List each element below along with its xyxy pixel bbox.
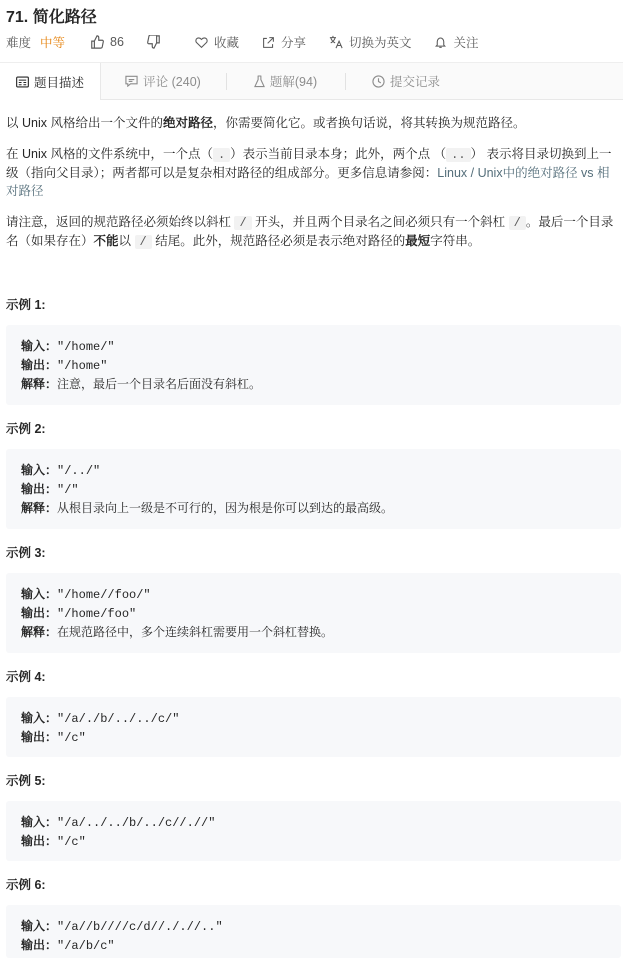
example-block <box>6 697 621 757</box>
share-icon <box>262 36 275 49</box>
inline-code: / <box>509 216 526 230</box>
tab-description[interactable] <box>0 63 101 100</box>
example-block <box>6 801 621 861</box>
favorite-button[interactable] <box>195 33 239 51</box>
example-heading: 示例 4: <box>6 670 46 684</box>
example-output-line: 输出："/home/foo" <box>21 606 137 621</box>
switch-language-label: 切换为英文 <box>348 36 412 50</box>
example-input-line: 输入："/home//foo/" <box>21 587 151 602</box>
problem-tabs <box>0 62 623 100</box>
example-output-line: 输出："/c" <box>21 834 86 849</box>
example-block <box>6 325 621 405</box>
tab-comments-label: 评论 (240) <box>143 75 201 89</box>
inline-code: / <box>135 235 152 249</box>
problem-title: 71. 简化路径 <box>6 9 97 26</box>
example-heading: 示例 6: <box>6 878 46 892</box>
bell-icon <box>434 36 447 49</box>
share-label: 分享 <box>280 36 306 50</box>
description-paragraph-1: 以 Unix 风格给出一个文件的绝对路径，你需要简化它。或者换句话说，将其转换为规范路径。 <box>6 116 526 130</box>
example-heading: 示例 3: <box>6 546 46 560</box>
problem-meta-bar <box>6 33 502 51</box>
translate-icon <box>329 35 343 49</box>
example-explanation-line: 解释：从根目录向上一级是不可行的，因为根是你可以到达的最高级。 <box>21 501 394 516</box>
difficulty-badge: 中等 <box>40 36 66 50</box>
share-button[interactable] <box>262 33 306 51</box>
unix-path-reference-link[interactable]: Linux / Unix中的绝对路径 vs 相对路径 <box>6 166 610 198</box>
example-explanation-line: 解释：在规范路径中，多个连续斜杠需要用一个斜杠替换。 <box>21 625 334 640</box>
tab-comments[interactable] <box>103 63 223 99</box>
emphasis-text: 最短 <box>405 234 431 248</box>
clock-icon <box>372 75 385 88</box>
example-output-line: 输出："/c" <box>21 730 86 745</box>
description-paragraph-2: 在 Unix 风格的文件系统中，一个点（ . ）表示当前目录本身；此外，两个点 （ .. ） 表示将目录切换到上一级（指向父目录）；两者都可以是复杂相对路径的组成部分。更多信息请参阅：Linux / Unix中的绝对路径 vs 相对路径 <box>6 147 612 198</box>
example-output-line: 输出："/home" <box>21 358 108 373</box>
example-heading: 示例 5: <box>6 774 46 788</box>
favorite-label: 收藏 <box>213 36 239 50</box>
tab-divider <box>226 73 227 90</box>
follow-button[interactable] <box>434 33 478 51</box>
example-block <box>6 573 621 653</box>
tab-divider <box>345 73 346 90</box>
example-input-line: 输入："/a/../../b/../c//.//" <box>21 815 216 830</box>
flask-icon <box>254 75 265 88</box>
thumbs-up-icon <box>90 35 104 49</box>
description-paragraph-3: 请注意，返回的规范路径必须始终以斜杠 / 开头，并且两个目录名之间必须只有一个斜杠 / 。最后一个目录名（如果存在）不能以 / 结尾。此外，规范路径必须是表示绝对路径的最短字符串。 <box>6 215 614 249</box>
like-button[interactable] <box>90 35 124 49</box>
like-count: 86 <box>110 35 124 49</box>
example-heading: 示例 2: <box>6 422 46 436</box>
tab-submissions-label: 提交记录 <box>389 75 440 89</box>
description-icon <box>16 76 29 88</box>
example-input-line: 输入："/a//b////c/d//././/.." <box>21 919 223 934</box>
example-explanation-line: 解释：注意，最后一个目录名后面没有斜杠。 <box>21 377 262 392</box>
example-input-line: 输入："/../" <box>21 463 101 478</box>
heart-icon <box>195 36 208 49</box>
switch-language-button[interactable] <box>329 33 412 51</box>
comment-icon <box>125 75 138 87</box>
follow-label: 关注 <box>453 36 479 50</box>
inline-code: . <box>213 148 230 162</box>
difficulty-label: 难度 <box>6 36 32 50</box>
tab-submissions[interactable] <box>347 63 465 99</box>
inline-code: .. <box>446 148 470 162</box>
example-input-line: 输入："/a/./b/../../c/" <box>21 711 180 726</box>
tab-description-label: 题目描述 <box>33 75 84 90</box>
inline-code: / <box>234 216 251 230</box>
emphasis-text: 绝对路径 <box>162 116 213 130</box>
example-block <box>6 449 621 529</box>
example-output-line: 输出："/a/b/c" <box>21 938 115 953</box>
tab-solutions[interactable] <box>228 63 343 99</box>
example-input-line: 输入："/home/" <box>21 339 115 354</box>
example-block <box>6 905 621 958</box>
example-output-line: 输出："/" <box>21 482 79 497</box>
emphasis-text: 不能 <box>93 234 119 248</box>
example-heading: 示例 1: <box>6 298 46 312</box>
dislike-button[interactable] <box>147 35 167 49</box>
thumbs-down-icon <box>147 35 161 49</box>
tab-solutions-label: 题解(94) <box>269 75 318 89</box>
